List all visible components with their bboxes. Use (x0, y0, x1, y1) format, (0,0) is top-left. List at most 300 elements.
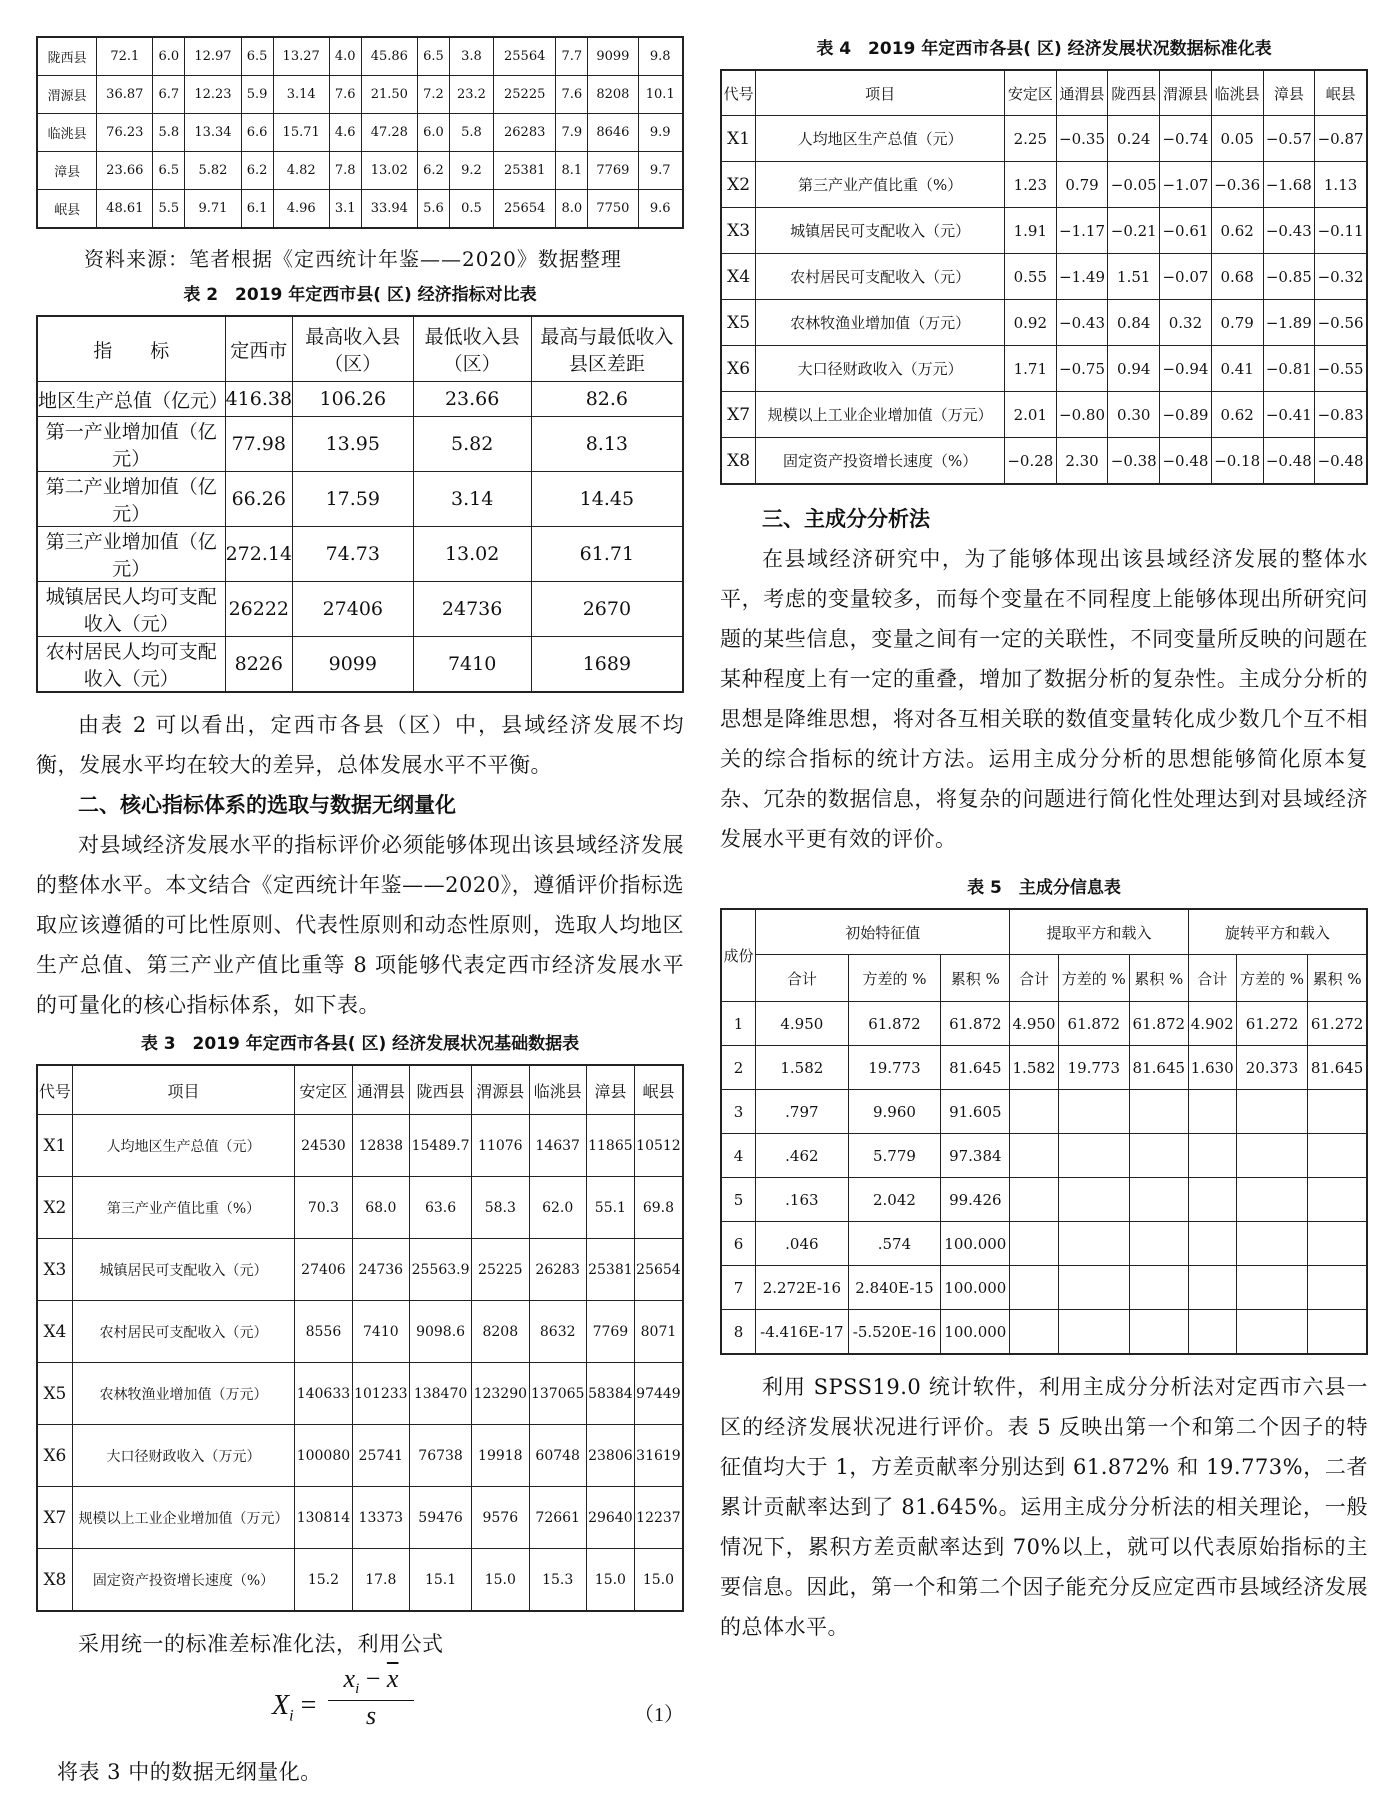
table-header-cell: 累积 % (941, 955, 1010, 1002)
table-cell: 5.82 (413, 417, 531, 472)
table-cell (1188, 1310, 1236, 1355)
table-cell: 5.82 (185, 152, 241, 190)
table-cell: 0.68 (1211, 254, 1263, 300)
table-cell: 2.01 (1004, 392, 1056, 438)
table-cell: X8 (37, 1549, 72, 1612)
table-cell: 7.7 (556, 37, 588, 76)
table-cell (1188, 1134, 1236, 1178)
table-cell: X7 (37, 1487, 72, 1549)
table-cell (1010, 1090, 1058, 1134)
table-cell: −0.32 (1315, 254, 1367, 300)
table-cell: 2.25 (1004, 116, 1056, 162)
table-cell: 0.30 (1108, 392, 1160, 438)
table-cell: −0.36 (1211, 162, 1263, 208)
table-cell: −0.38 (1108, 438, 1160, 485)
table-cell: 26283 (529, 1239, 586, 1301)
table-cell: 1.13 (1315, 162, 1367, 208)
table-cell: −0.18 (1211, 438, 1263, 485)
table-header-cell: 渭源县 (472, 1065, 529, 1115)
table-cell (1308, 1222, 1367, 1266)
table-header-cell: 合计 (1188, 955, 1236, 1002)
table-cell: X2 (721, 162, 756, 208)
table-cell: 8556 (295, 1301, 352, 1363)
table-cell: 3.14 (413, 472, 531, 527)
table-row (721, 1134, 1367, 1178)
table-cell: −1.89 (1263, 300, 1315, 346)
table-header-cell: 定西市 (225, 316, 292, 382)
table-header-cell: 合计 (1010, 955, 1058, 1002)
table-cell: 固定资产投资增长速度（%） (72, 1549, 294, 1612)
table-header-cell: 提取平方和载入 (1010, 909, 1188, 955)
table-cell: 13.02 (361, 152, 417, 190)
table-cell: 66.26 (225, 472, 292, 527)
table-cell: 55.1 (586, 1177, 634, 1239)
table-cell: −0.48 (1315, 438, 1367, 485)
table2 (36, 315, 684, 693)
table-cell: 8 (721, 1310, 756, 1355)
table-cell: 1.582 (756, 1046, 849, 1090)
table-cell: −0.74 (1160, 116, 1212, 162)
table-cell: 3.14 (273, 76, 329, 114)
table5-caption: 表 5 主成分信息表 (967, 878, 1121, 898)
table-header-cell: 合计 (756, 955, 849, 1002)
table-cell: 130814 (295, 1487, 352, 1549)
table-cell: 临洮县 (37, 114, 97, 152)
table-cell: 77.98 (225, 417, 292, 472)
table-cell: 8208 (588, 76, 638, 114)
table-cell: −0.89 (1160, 392, 1212, 438)
table-cell: X3 (721, 208, 756, 254)
table-cell: 9.960 (848, 1090, 941, 1134)
table-row (721, 1310, 1367, 1355)
table-cell: X8 (721, 438, 756, 485)
table-cell: −0.11 (1315, 208, 1367, 254)
table-cell: 8071 (634, 1301, 683, 1363)
table-cell: 25654 (634, 1239, 683, 1301)
table-cell: 4.6 (329, 114, 361, 152)
table-cell (1236, 1266, 1307, 1310)
table-cell: 6.5 (241, 37, 273, 76)
table-header-cell: 项目 (72, 1065, 294, 1115)
table-row (37, 382, 683, 417)
table-cell: 8646 (588, 114, 638, 152)
table-cell: 61.872 (941, 1002, 1010, 1046)
table-cell: 33.94 (361, 190, 417, 229)
table-cell (1308, 1178, 1367, 1222)
table-cell: 岷县 (37, 190, 97, 229)
table-cell: 63.6 (410, 1177, 472, 1239)
table-cell: 3 (721, 1090, 756, 1134)
table-cell: 1689 (531, 637, 683, 693)
table-cell (1058, 1310, 1129, 1355)
table-cell: 固定资产投资增长速度（%） (756, 438, 1005, 485)
table-cell (1058, 1090, 1129, 1134)
table-cell: 大口径财政收入（万元） (72, 1425, 294, 1487)
table-cell: 7410 (413, 637, 531, 693)
table-header-cell: 代号 (721, 70, 756, 116)
table-cell: 59476 (410, 1487, 472, 1549)
table-cell: 15.71 (273, 114, 329, 152)
table-cell: .462 (756, 1134, 849, 1178)
table-cell (1236, 1178, 1307, 1222)
table-row (37, 1177, 683, 1239)
table-cell: X6 (37, 1425, 72, 1487)
table-cell: 27406 (293, 582, 414, 637)
table-row (37, 527, 683, 582)
table-header-cell: 方差的 % (1058, 955, 1129, 1002)
table-cell: 9099 (293, 637, 414, 693)
table-row (721, 162, 1367, 208)
table-cell: 4.950 (1010, 1002, 1058, 1046)
table-cell: −0.81 (1263, 346, 1315, 392)
table-cell: 13373 (352, 1487, 409, 1549)
table-row (37, 582, 683, 637)
table-cell: 10512 (634, 1115, 683, 1177)
table-header-cell: 岷县 (1315, 70, 1367, 116)
table-cell: 2670 (531, 582, 683, 637)
table-cell: 3.8 (449, 37, 493, 76)
table-cell: X7 (721, 392, 756, 438)
table-cell: X3 (37, 1239, 72, 1301)
table-cell: 61.71 (531, 527, 683, 582)
table-cell: 15.2 (295, 1549, 352, 1612)
table-cell: −0.28 (1004, 438, 1056, 485)
table-cell: 1.71 (1004, 346, 1056, 392)
table-row (721, 438, 1367, 485)
table5 (720, 908, 1368, 1355)
table-cell: 68.0 (352, 1177, 409, 1239)
table-cell: 25381 (494, 152, 556, 190)
table-header-cell: 通渭县 (352, 1065, 409, 1115)
table-cell: 0.62 (1211, 392, 1263, 438)
table-cell (1188, 1266, 1236, 1310)
table-cell: .574 (848, 1222, 941, 1266)
table-cell: 25741 (352, 1425, 409, 1487)
table-cell: 416.38 (225, 382, 292, 417)
table-cell (1010, 1310, 1058, 1355)
table-header-cell: 累积 % (1308, 955, 1367, 1002)
table-cell: 2.840E-15 (848, 1266, 941, 1310)
table-cell: 第三产业产值比重（%） (72, 1177, 294, 1239)
table-cell: 农林牧渔业增加值（万元） (72, 1363, 294, 1425)
table-cell: 9098.6 (410, 1301, 472, 1363)
table-cell: 81.645 (941, 1046, 1010, 1090)
table-cell: 12.23 (185, 76, 241, 114)
table-cell: 62.0 (529, 1177, 586, 1239)
table-cell: 城镇居民可支配收入（元） (72, 1239, 294, 1301)
table-cell: 14.45 (531, 472, 683, 527)
table-cell: 12838 (352, 1115, 409, 1177)
table-header-cell: 方差的 % (1236, 955, 1307, 1002)
table-row (721, 208, 1367, 254)
table-cell: 9.6 (638, 190, 683, 229)
table-cell: −1.07 (1160, 162, 1212, 208)
paragraph-table2: 由表 2 可以看出，定西市各县（区）中，县域经济发展不均衡，发展水平均在较大的差异，总体发展水平不平衡。 (36, 713, 684, 777)
table-cell: 2 (721, 1046, 756, 1090)
table-cell: 23.2 (449, 76, 493, 114)
table-row (721, 1002, 1367, 1046)
table-cell (1188, 1178, 1236, 1222)
table-cell (1308, 1090, 1367, 1134)
paragraph-formula-intro: 采用统一的标准差标准化法，利用公式 (78, 1632, 444, 1656)
table-header-cell: 安定区 (295, 1065, 352, 1115)
table-cell: 11076 (472, 1115, 529, 1177)
table-cell: 17.8 (352, 1549, 409, 1612)
table-cell: 9.71 (185, 190, 241, 229)
table-cell: −0.43 (1056, 300, 1108, 346)
table-cell: 6.2 (417, 152, 449, 190)
table-header-cell: 最高与最低收入县区差距 (531, 316, 683, 382)
table-row (37, 37, 683, 76)
table-cell: −0.05 (1108, 162, 1160, 208)
table-cell: 第二产业增加值（亿元） (37, 472, 225, 527)
table-cell: 25654 (494, 190, 556, 229)
table-cell: 6.6 (241, 114, 273, 152)
table-row (721, 116, 1367, 162)
table-row (37, 417, 683, 472)
table-header-cell: 最高收入县（区） (293, 316, 414, 382)
table-header-cell: 成份 (721, 909, 756, 1002)
table-cell: −0.55 (1315, 346, 1367, 392)
table-cell: X5 (37, 1363, 72, 1425)
table-cell: 9.9 (638, 114, 683, 152)
table-row (721, 1090, 1367, 1134)
table-header-cell: 通渭县 (1056, 70, 1108, 116)
table-cell: 15.1 (410, 1549, 472, 1612)
table-cell: −0.80 (1056, 392, 1108, 438)
table-cell: 13.95 (293, 417, 414, 472)
table-cell (1058, 1178, 1129, 1222)
table-cell: 26222 (225, 582, 292, 637)
table-cell: 8632 (529, 1301, 586, 1363)
table-header-cell: 代号 (37, 1065, 72, 1115)
table-cell (1058, 1266, 1129, 1310)
table-row (721, 1046, 1367, 1090)
table-cell: −0.48 (1160, 438, 1212, 485)
table-cell: 101233 (352, 1363, 409, 1425)
paragraph-formula-after: 将表 3 中的数据无纲量化。 (57, 1760, 322, 1784)
table-cell: 272.14 (225, 527, 292, 582)
table-cell: 11865 (586, 1115, 634, 1177)
table-cell: .797 (756, 1090, 849, 1134)
table-cell: 74.73 (293, 527, 414, 582)
table-cell: −0.35 (1056, 116, 1108, 162)
table-header-cell: 岷县 (634, 1065, 683, 1115)
table-cell (1010, 1178, 1058, 1222)
table-header-cell: 临洮县 (529, 1065, 586, 1115)
table-cell (1308, 1310, 1367, 1355)
table-cell: 25564 (494, 37, 556, 76)
table-cell: 8208 (472, 1301, 529, 1363)
table-cell: 6.0 (417, 114, 449, 152)
table-cell: 4 (721, 1134, 756, 1178)
table-cell: 25563.9 (410, 1239, 472, 1301)
table-cell: 76738 (410, 1425, 472, 1487)
table-header-cell: 陇西县 (1108, 70, 1160, 116)
table-row (721, 300, 1367, 346)
table-cell: 0.55 (1004, 254, 1056, 300)
table-cell: 25225 (494, 76, 556, 114)
table-cell (1129, 1310, 1188, 1355)
table-cell: 69.8 (634, 1177, 683, 1239)
table-cell: 20.373 (1236, 1046, 1307, 1090)
table-cell: 7.9 (556, 114, 588, 152)
table-cell: 农村居民人均可支配收入（元） (37, 637, 225, 693)
table-cell: 24530 (295, 1115, 352, 1177)
table-cell: 47.28 (361, 114, 417, 152)
table-cell: 72661 (529, 1487, 586, 1549)
table-header-cell: 项目 (756, 70, 1005, 116)
table-row (37, 1239, 683, 1301)
table-cell: 渭源县 (37, 76, 97, 114)
table-cell: −0.94 (1160, 346, 1212, 392)
table-cell (1058, 1222, 1129, 1266)
table-cell: 24736 (413, 582, 531, 637)
table-cell (1308, 1266, 1367, 1310)
table-cell: 规模以上工业企业增加值（万元） (756, 392, 1005, 438)
table-cell: 0.84 (1108, 300, 1160, 346)
table-cell: 100.000 (941, 1310, 1010, 1355)
table-cell: 7.6 (329, 76, 361, 114)
table-cell (1010, 1222, 1058, 1266)
table-cell: 5.5 (153, 190, 185, 229)
left-column (36, 0, 684, 1792)
table-cell: 15.0 (472, 1549, 529, 1612)
section2-title: 二、核心指标体系的选取与数据无纲量化 (78, 793, 456, 817)
table-header-cell: 旋转平方和载入 (1188, 909, 1367, 955)
table-cell: 91.605 (941, 1090, 1010, 1134)
table-cell: 123290 (472, 1363, 529, 1425)
table-cell: 5.8 (153, 114, 185, 152)
table-cell: 97.384 (941, 1134, 1010, 1178)
table-cell: 4.82 (273, 152, 329, 190)
table-cell: 61.872 (848, 1002, 941, 1046)
table-cell (1129, 1134, 1188, 1178)
table-header-cell: 方差的 % (848, 955, 941, 1002)
table-cell: 26283 (494, 114, 556, 152)
table-cell: -4.416E-17 (756, 1310, 849, 1355)
table-cell: 7769 (586, 1301, 634, 1363)
table-cell: 10.1 (638, 76, 683, 114)
table-cell (1010, 1134, 1058, 1178)
table-cell: 6.1 (241, 190, 273, 229)
table-cell: −0.87 (1315, 116, 1367, 162)
table-cell: 9.7 (638, 152, 683, 190)
table-cell: 19.773 (848, 1046, 941, 1090)
table-header-cell: 最低收入县（区） (413, 316, 531, 382)
table-cell: X4 (721, 254, 756, 300)
table-cell: 1.51 (1108, 254, 1160, 300)
table-cell: −1.49 (1056, 254, 1108, 300)
table-cell: 6.7 (153, 76, 185, 114)
table-cell: 61.872 (1058, 1002, 1129, 1046)
table-row (37, 76, 683, 114)
table-cell: −0.61 (1160, 208, 1212, 254)
table-cell: .163 (756, 1178, 849, 1222)
table-cell: X5 (721, 300, 756, 346)
table-cell: 29640 (586, 1487, 634, 1549)
table-cell: 5.779 (848, 1134, 941, 1178)
table-cell: 23.66 (413, 382, 531, 417)
table-cell (1010, 1266, 1058, 1310)
table-header-cell: 累积 % (1129, 955, 1188, 1002)
table-cell: 19.773 (1058, 1046, 1129, 1090)
table-cell: 0.41 (1211, 346, 1263, 392)
table-cell: 15489.7 (410, 1115, 472, 1177)
table-cell: −0.07 (1160, 254, 1212, 300)
table-cell: 9.2 (449, 152, 493, 190)
table-cell (1308, 1134, 1367, 1178)
table-row (721, 392, 1367, 438)
table-cell: −0.75 (1056, 346, 1108, 392)
table-cell: 3.1 (329, 190, 361, 229)
table-cell: .046 (756, 1222, 849, 1266)
table-cell: 100.000 (941, 1222, 1010, 1266)
table-header-cell: 初始特征值 (756, 909, 1010, 955)
table-cell (1188, 1090, 1236, 1134)
table-cell: X6 (721, 346, 756, 392)
table-cell: 1 (721, 1002, 756, 1046)
table-cell: 城镇居民人均可支配收入（元） (37, 582, 225, 637)
table-cell: 4.96 (273, 190, 329, 229)
table-cell: 6.0 (153, 37, 185, 76)
table-cell: 61.272 (1236, 1002, 1307, 1046)
table-cell: 7.2 (417, 76, 449, 114)
table-cell: 12.97 (185, 37, 241, 76)
table-cell: 6.5 (153, 152, 185, 190)
table-cell: X4 (37, 1301, 72, 1363)
table-cell: 6.5 (417, 37, 449, 76)
table-cell: 15.3 (529, 1549, 586, 1612)
table-header-cell: 指 标 (37, 316, 225, 382)
table-cell: 9576 (472, 1487, 529, 1549)
table-cell: 100.000 (941, 1266, 1010, 1310)
table2-caption: 表 2 2019 年定西市县( 区) 经济指标对比表 (183, 285, 537, 305)
table-cell: 15.0 (634, 1549, 683, 1612)
table-cell: 农村居民可支配收入（元） (756, 254, 1005, 300)
table-cell: 19918 (472, 1425, 529, 1487)
table-cell (1058, 1134, 1129, 1178)
table-cell: 81.645 (1129, 1046, 1188, 1090)
table-cell: 58384 (586, 1363, 634, 1425)
table-header-cell: 陇西县 (410, 1065, 472, 1115)
table-header-row (721, 955, 1367, 1002)
table-cell: 农林牧渔业增加值（万元） (756, 300, 1005, 346)
table-cell: 48.61 (97, 190, 153, 229)
table-cell: 25381 (586, 1239, 634, 1301)
table-cell: −1.68 (1263, 162, 1315, 208)
table-header-cell: 漳县 (586, 1065, 634, 1115)
table-cell: 8226 (225, 637, 292, 693)
table-cell: 23806 (586, 1425, 634, 1487)
table-cell: X1 (37, 1115, 72, 1177)
table-cell: 6 (721, 1222, 756, 1266)
table-cell: 规模以上工业企业增加值（万元） (72, 1487, 294, 1549)
table-row (721, 254, 1367, 300)
table-cell: 1.630 (1188, 1046, 1236, 1090)
table-cell: 13.34 (185, 114, 241, 152)
table-cell: 0.79 (1056, 162, 1108, 208)
table4 (720, 69, 1368, 485)
table-cell: −0.57 (1263, 116, 1315, 162)
table-cell: 17.59 (293, 472, 414, 527)
table-row (721, 1222, 1367, 1266)
table-cell: 漳县 (37, 152, 97, 190)
source-note: 资料来源：笔者根据《定西统计年鉴——2020》数据整理 (84, 247, 622, 271)
table-cell: 0.92 (1004, 300, 1056, 346)
table-row (37, 190, 683, 229)
table-cell: 23.66 (97, 152, 153, 190)
